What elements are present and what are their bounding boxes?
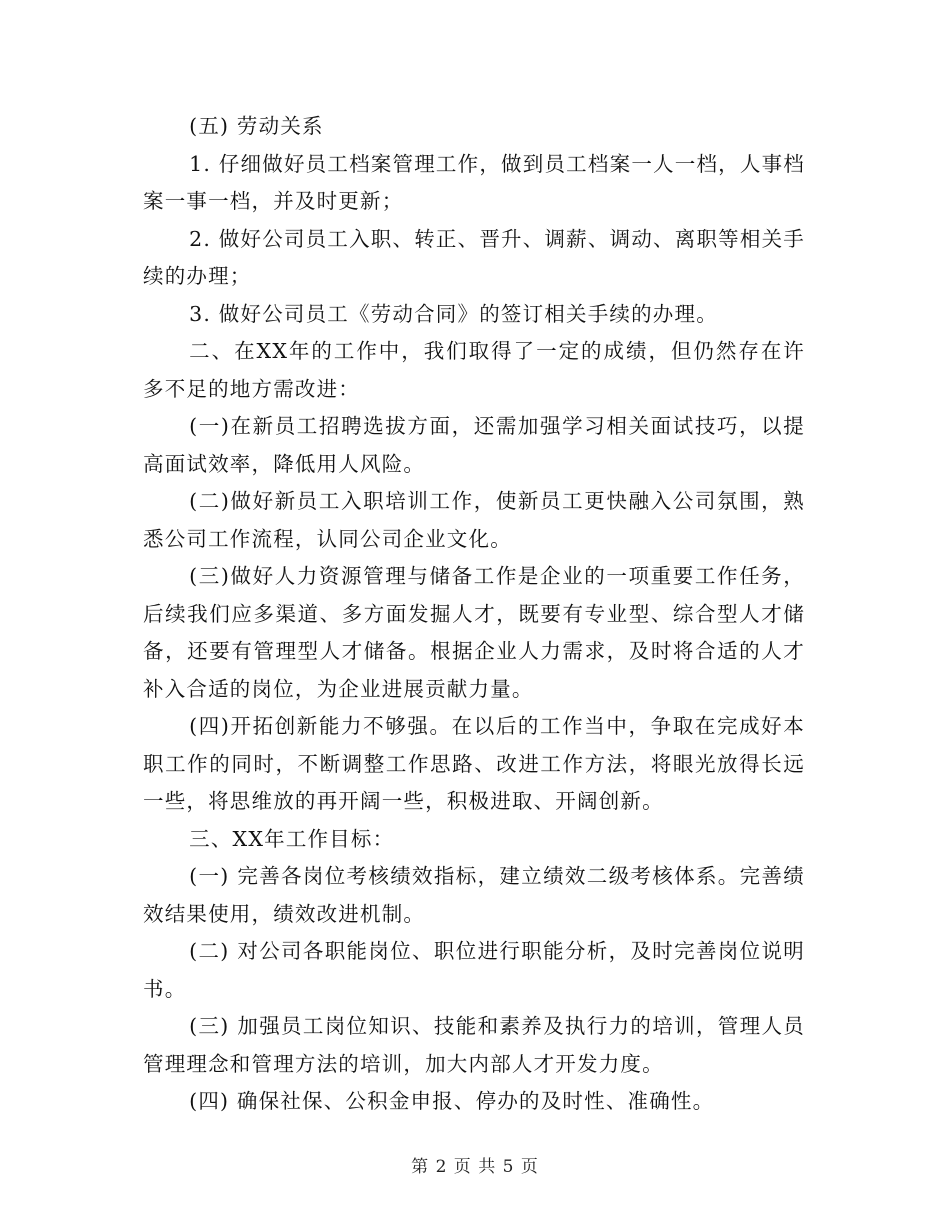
paragraph-goal-1: (一) 完善各岗位考核绩效指标，建立绩效二级考核体系。完善绩效结果使用，绩效改进机制。 <box>143 864 805 926</box>
section-heading-improvements: 二、在XX年的工作中，我们取得了一定的成绩，但仍然存在许多不足的地方需改进： <box>143 339 805 401</box>
paragraph-goal-4: (四) 确保社保、公积金申报、停办的及时性、准确性。 <box>189 1089 715 1113</box>
page-number-footer: 第 2 页 共 5 页 <box>411 1157 539 1177</box>
document-body <box>143 108 805 1121</box>
section-heading-goals: 三、XX年工作目标： <box>189 826 395 851</box>
paragraph-item-1: 1. 仔细做好员工档案管理工作，做到员工档案一人一档，人事档案一事一档，并及时更新； <box>143 151 805 213</box>
paragraph-item-2: 2. 做好公司员工入职、转正、晋升、调薪、调动、离职等相关手续的办理； <box>143 226 805 288</box>
paragraph-improvement-1: (一)在新员工招聘选拔方面，还需加强学习相关面试技巧，以提高面试效率，降低用人风险。 <box>143 414 805 476</box>
paragraph-goal-2: (二) 对公司各职能岗位、职位进行职能分析，及时完善岗位说明书。 <box>143 939 805 1001</box>
paragraph-improvement-4: (四)开拓创新能力不够强。在以后的工作当中，争取在完成好本职工作的同时，不断调整工作思路、改进工作方法，将眼光放得长远一些，将思维放的再开阔一些，积极进取、开阔创新。 <box>143 714 805 813</box>
paragraph-item-3: 3. 做好公司员工《劳动合同》的签订相关手续的办理。 <box>189 301 718 326</box>
section-heading-labor-relations: (五) 劳动关系 <box>189 114 324 138</box>
paragraph-improvement-3: (三)做好人力资源管理与储备工作是企业的一项重要工作任务，后续我们应多渠道、多方面发掘人才，既要有专业型、综合型人才储备，还要有管理型人才储备。根据企业人力需求，及时将合适的人才补入合适的岗位，为企业进展贡献力量。 <box>143 564 805 701</box>
paragraph-improvement-2: (二)做好新员工入职培训工作，使新员工更快融入公司氛围，熟悉公司工作流程，认同公司企业文化。 <box>143 489 805 551</box>
paragraph-goal-3: (三) 加强员工岗位知识、技能和素养及执行力的培训，管理人员管理理念和管理方法的培训，加大内部人才开发力度。 <box>143 1014 805 1076</box>
